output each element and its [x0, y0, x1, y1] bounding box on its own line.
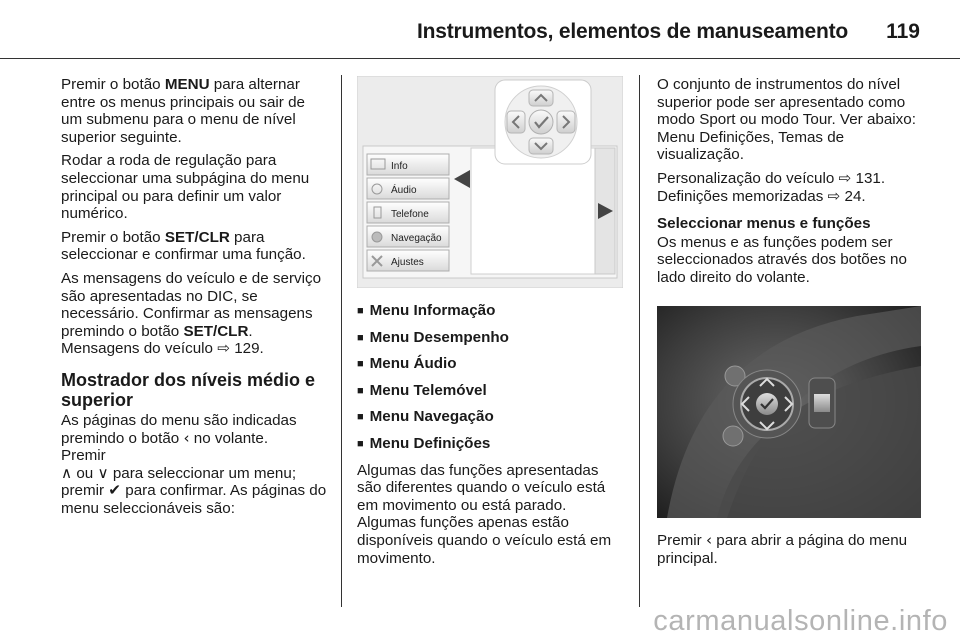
paragraph-instrument-cluster: O conjunto de instrumentos do nível superior pode ser apresentado como modo Sport ou modo Tour. Ver abaixo: Menu Definições, Temas de visualização. [657, 76, 916, 164]
menu-item-phone [367, 202, 449, 223]
text: . [248, 322, 253, 340]
pad-down-button [529, 138, 553, 154]
phone-button [723, 426, 743, 446]
list-item: ■ Menu Definições [357, 435, 625, 455]
subsection-heading: Seleccionar menus e funções [657, 215, 871, 233]
page-header [0, 0, 960, 58]
menu-item-label: Navegação [391, 233, 442, 244]
text: Premir o botão [61, 228, 165, 246]
menu-pages-list [357, 302, 625, 455]
steering-wheel-controls-illustration [657, 306, 921, 518]
chevron-up-icon: ∧ [61, 463, 73, 482]
column-2 [357, 302, 625, 573]
text: As mensagens do veículo e de serviço são apresentadas no DIC, se necessário. Confirmar as mensagens premindo o botão [61, 269, 322, 340]
section-heading: Mostrador dos níveis médio e superior [61, 369, 316, 410]
column-separator-1 [341, 75, 342, 607]
page-ref-arrow-icon: ⇨ [217, 339, 230, 358]
header-title: Instrumentos, elementos de manuseamento [417, 20, 848, 43]
text: Premir o botão [61, 76, 165, 93]
list-item: ■ Menu Desempenho [357, 329, 625, 349]
text: Premir [657, 532, 702, 549]
menu-button-label: MENU [164, 76, 210, 93]
menu-item-label: Info [391, 161, 408, 172]
paragraph-wheel: Rodar a roda de regulação para seleccionar uma subpágina do menu principal ou para definir um valor numérico. [61, 152, 310, 223]
list-item: ■ Menu Informação [357, 302, 625, 322]
cross-reference-link[interactable]: Definições memorizadas [657, 187, 824, 205]
chevron-down-icon: ∨ [97, 463, 109, 482]
list-item: ■ Menu Telemóvel [357, 382, 625, 402]
checkmark-icon: ✔ [108, 481, 122, 500]
text: Premir [61, 447, 106, 465]
menu-item-label: Áudio [391, 185, 417, 196]
page-ref-arrow-icon: ⇨ [838, 168, 852, 187]
watermark: carmanualsonline.info [653, 605, 948, 637]
page-ref-arrow-icon: ⇨ [827, 186, 841, 205]
paragraph-open-main-menu [657, 532, 925, 567]
menu-item-settings [367, 250, 449, 271]
text: As páginas do menu são indicadas premindo o botão [61, 411, 297, 447]
setclr-button-label: SET/CLR [164, 228, 230, 246]
cross-reference-link[interactable]: Mensagens do veículo [61, 340, 213, 358]
text: para alternar entre os menus principais ou sair de um submenu para o menu de nível superior seguinte. [61, 76, 305, 146]
paragraph-messages: As mensagens do veículo e de serviço são apresentadas no DIC, se necessário. Confirmar as mensagens premindo o botão SET/CLR. Mensagens do veículo ⇨ 129. [61, 269, 322, 358]
column-separator-2 [639, 75, 640, 607]
text: para seleccionar um menu; premir [61, 464, 297, 500]
paragraph-select-menu [61, 465, 329, 518]
menu-item-label: Ajustes [391, 257, 424, 268]
text: ou [76, 464, 94, 482]
text: para confirmar. As páginas do menu seleccionáveis são: [61, 482, 327, 517]
column-1 [61, 76, 329, 523]
paragraph-steering-buttons: Os menus e as funções podem ser seleccionados através dos botões no lado direito do volante. [657, 233, 907, 286]
center-button [756, 393, 778, 415]
caption-paragraph [657, 532, 925, 573]
pad-center-button [529, 110, 553, 134]
paragraph-menu-pages [61, 412, 329, 465]
menu-item-label: Telefone [391, 209, 429, 220]
pad-left-button [507, 111, 525, 133]
pad-right-button [557, 111, 575, 133]
page-number: 119 [886, 20, 920, 43]
cross-reference-link[interactable]: Personalização do veículo [657, 169, 835, 187]
text: para abrir a página do menu principal. [657, 532, 908, 567]
chevron-left-icon: ‹ [705, 531, 713, 549]
header-rule [0, 58, 960, 59]
text: no volante. [193, 429, 269, 447]
menu-item-navigation [367, 226, 449, 247]
cross-reference-page[interactable]: 129 [234, 340, 260, 358]
menu-item-info [367, 154, 449, 175]
volume-thumbwheel [814, 394, 830, 412]
menu-screen-illustration [357, 76, 623, 288]
text: para seleccionar e confirmar uma função. [61, 228, 306, 264]
menu-item-audio [367, 178, 449, 199]
chevron-left-icon: ‹ [183, 428, 190, 447]
paragraph-menu-button [61, 76, 329, 146]
cross-reference-page[interactable]: 24 [844, 187, 862, 205]
pad-up-button [529, 90, 553, 106]
paragraph-setclr [61, 229, 329, 264]
paragraph-references: Personalização do veículo ⇨ 131. Definições memorizadas ⇨ 24. [657, 168, 886, 205]
list-item: ■ Menu Navegação [357, 408, 625, 428]
paragraph-functions-note: Algumas das funções apresentadas são diferentes quando o veículo está em movimento ou está parado. Algumas funções apenas estão disponíveis quando o veículo está em movimento. [357, 461, 612, 567]
cross-reference-page[interactable]: 131 [855, 169, 881, 187]
list-item: ■ Menu Áudio [357, 355, 625, 375]
setclr-button-label: SET/CLR [183, 322, 249, 340]
display-content-area [471, 148, 595, 274]
column-3 [657, 76, 925, 293]
